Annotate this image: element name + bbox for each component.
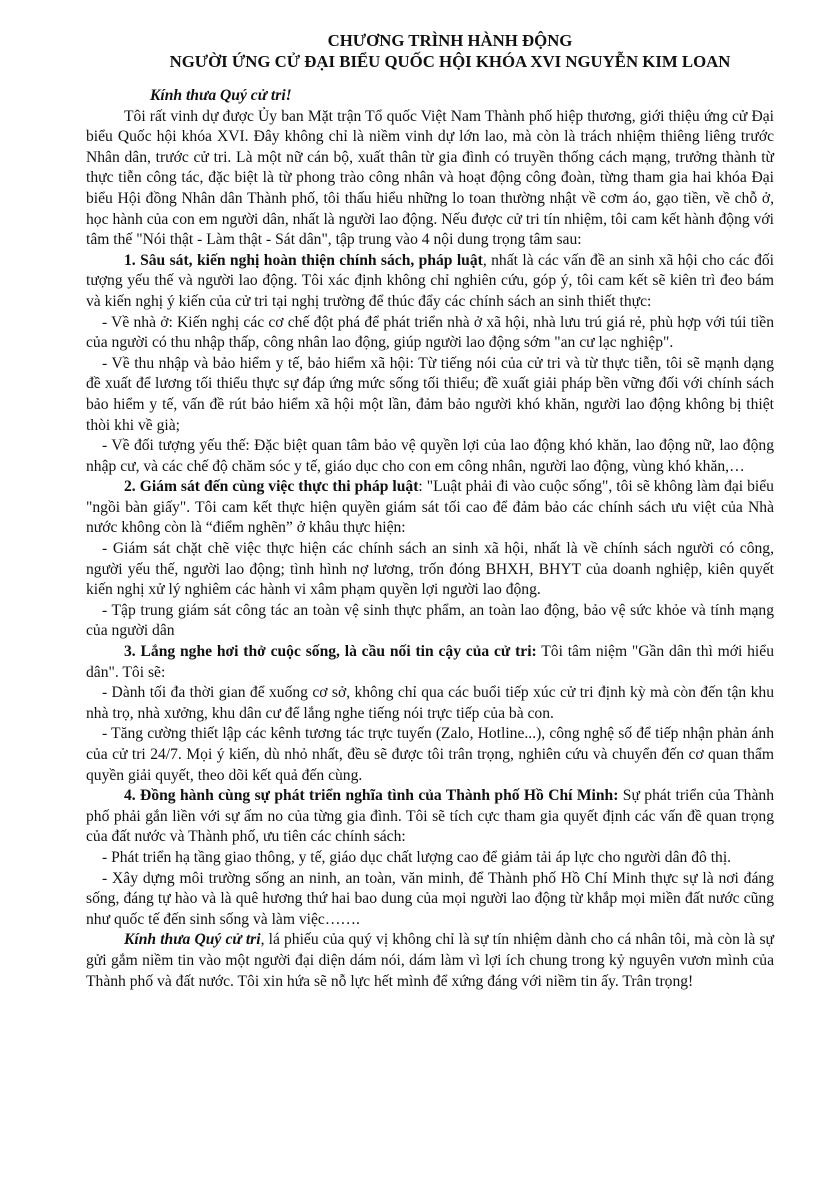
section-3-item: - Tăng cường thiết lập các kênh tương tác trực tuyến (Zalo, Hotline...), công nghệ số để tiếp nhận phản ánh của cử tri 24/7. Mọi ý kiến, dù nhỏ nhất, đều sẽ được tôi trân trọng, nghiên cứu và chuyển đến cơ quan thẩm quyền giải quyết, theo dõi kết quả đến cùng. <box>86 725 774 784</box>
section-1-item: - Về nhà ở: Kiến nghị các cơ chế đột phá để phát triển nhà ở xã hội, nhà lưu trú giá rẻ, phù hợp với túi tiền của người có thu nhập thấp, công nhân lao động, giúp người lao động sớm "an cư lạc nghiệp". <box>86 313 774 352</box>
section-3-text: Tôi tâm niệm "Gần dân thì mới hiểu dân". Tôi sẽ: <box>86 643 774 681</box>
section-1-text: , nhất là các vấn đề an sinh xã hội cho các đối tượng yếu thế và người lao động. Tôi xác định không chỉ nghiên cứu, góp ý, tôi cam kết sẽ kiên trì đeo bám và kiến nghị ý kiến của cử tri tại nghị trường để thúc đẩy các chính sách an sinh thiết thực: <box>86 251 774 310</box>
section-4-text: Sự phát triển của Thành phố phải gắn liền với sự ấm no của từng gia đình. Tôi sẽ tích cực tham gia quyết định các vấn đề quan trọng của đất nước và Thành phố, ưu tiên các chính sách: <box>86 787 774 846</box>
section-3 <box>86 642 774 683</box>
closing-paragraph <box>86 930 774 992</box>
section-2-item: - Tập trung giám sát công tác an toàn vệ sinh thực phẩm, an toàn lao động, bảo vệ sức khỏe và tính mạng của người dân <box>86 601 774 640</box>
section-3-heading: 3. Lắng nghe hơi thở cuộc sống, là cầu nối tin cậy của cử tri: <box>124 643 537 661</box>
section-1 <box>86 251 774 313</box>
section-1-item: - Về thu nhập và bảo hiểm y tế, bảo hiểm xã hội: Từ tiếng nói của cử tri và từ thực tiễn, tôi sẽ mạnh dạng đề xuất để lương tối thiểu thực sự đáp ứng mức sống tối thiểu; đề xuất giải pháp bền vững đối với chính sách bảo hiểm y tế, vấn đề rút bảo hiểm xã hội một lần, đảm bảo người khó khăn, người lao động không bị thiệt thòi khi về già; <box>86 354 774 434</box>
title-line-2: NGƯỜI ỨNG CỬ ĐẠI BIỂU QUỐC HỘI KHÓA XVI NGUYỄN KIM LOAN <box>169 52 731 71</box>
section-2-heading: 2. Giám sát đến cùng việc thực thi pháp luật <box>124 478 419 496</box>
salutation: Kính thưa Quý cử tri! <box>150 87 292 104</box>
section-4-item: - Phát triển hạ tầng giao thông, y tế, giáo dục chất lượng cao để giảm tải áp lực cho người dân đô thị. <box>102 848 732 866</box>
section-4 <box>86 786 774 848</box>
section-4-heading: 4. Đồng hành cùng sự phát triển nghĩa tình của Thành phố Hồ Chí Minh: <box>124 787 619 805</box>
closing-lead: Kính thưa Quý cử tri <box>124 931 261 949</box>
section-2-item: - Giám sát chặt chẽ việc thực hiện các chính sách an sinh xã hội, nhất là về chính sách người có công, người yếu thế, người lao động; tình hình nợ lương, trốn đóng BHXH, BHYT của doanh nghiệp, kiên quyết kiến nghị xử lý nghiêm các hành vi xâm phạm quyền lợi người lao động. <box>86 540 774 599</box>
title-line-1: CHƯƠNG TRÌNH HÀNH ĐỘNG <box>327 31 573 50</box>
section-1-item: - Về đối tượng yếu thế: Đặc biệt quan tâm bảo vệ quyền lợi của lao động khó khăn, lao động nữ, lao động nhập cư, và các chế độ chăm sóc y tế, giáo dục cho con em công nhân, người lao động, vùng khó khăn,… <box>86 437 774 475</box>
closing-text: , lá phiếu của quý vị không chỉ là sự tín nhiệm dành cho cá nhân tôi, mà còn là sự gửi gắm niềm tin vào một người đại diện dám nói, dám làm vì lợi ích chung trong kỷ nguyên vươn mình của Thành phố và đất nước. Tôi xin hứa sẽ nỗ lực hết mình để xứng đáng với niềm tin ấy. Trân trọng! <box>86 931 775 990</box>
section-2-text: : "Luật phải đi vào cuộc sống", tôi sẽ không làm đại biểu "ngồi bàn giấy". Tôi cam kết thực hiện quyền giám sát tối cao để đảm bảo các chính sách ưu việt của Nhà nước không còn là “điểm nghẽn” ở khâu thực hiện: <box>86 478 774 537</box>
intro-paragraph: Tôi rất vinh dự được Ủy ban Mặt trận Tổ quốc Việt Nam Thành phố hiệp thương, giới thiệu ứng cử Đại biểu Quốc hội khóa XVI. Đây không chỉ là niềm vinh dự lớn lao, mà còn là trách nhiệm thiêng liêng trước Nhân dân, trước cử tri. Là một nữ cán bộ, xuất thân từ gia đình có truyền thống cách mạng, trưởng thành từ thực tiễn công tác, đặc biệt là từ phong trào công nhân và hoạt động công đoàn, từng tham gia hai khóa Đại biểu Hội đồng Nhân dân Thành phố, tôi thấu hiểu những lo toan thường nhật về cơm áo, gạo tiền, về chỗ ở, học hành của con em người dân, nhất là người lao động. Nếu được cử tri tín nhiệm, tôi cam kết hành động với tâm thế "Nói thật - Làm thật - Sát dân", tập trung vào 4 nội dung trọng tâm sau: <box>86 107 774 249</box>
section-1-heading: 1. Sâu sát, kiến nghị hoàn thiện chính sách, pháp luật <box>124 251 483 269</box>
section-4-item: - Xây dựng môi trường sống an ninh, an toàn, văn minh, để Thành phố Hồ Chí Minh thực sự là nơi đáng sống, đáng tự hào và là quê hương thứ hai bao dung của mọi người lao động từ khắp mọi miền đất nước cũng như quốc tế đến sinh sống và làm việc……. <box>86 869 774 928</box>
document-body <box>86 86 774 992</box>
section-2 <box>86 477 774 539</box>
document-title <box>126 30 774 72</box>
section-3-item: - Dành tối đa thời gian để xuống cơ sở, không chỉ qua các buổi tiếp xúc cử tri định kỳ mà còn đến tận khu nhà trọ, nhà xưởng, khu dân cư để lắng nghe tiếng nói trực tiếp của bà con. <box>86 684 774 722</box>
